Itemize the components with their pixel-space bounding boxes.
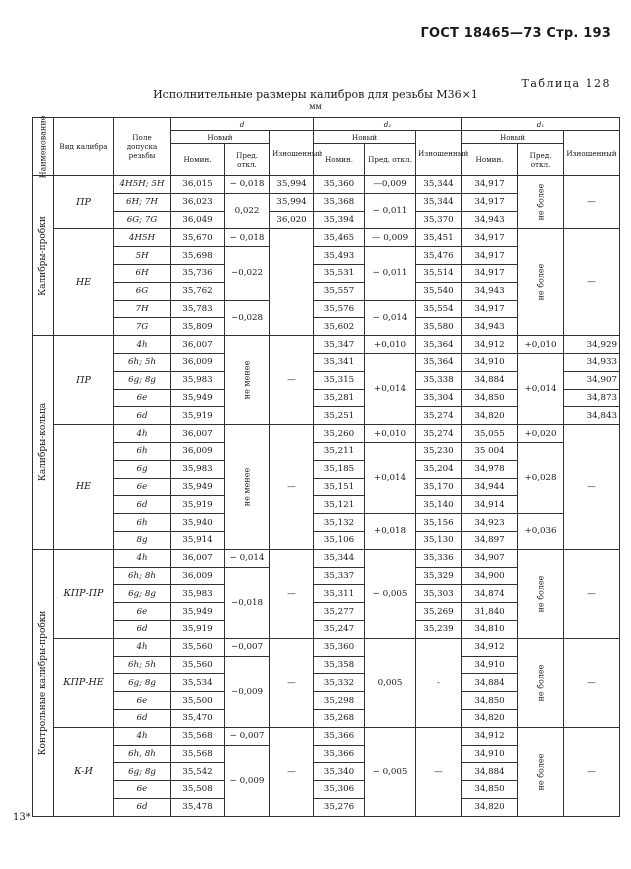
d1-nom-cell: 34,943 [462,211,518,229]
tol-cell: 6h; 8h [114,567,171,585]
tol-cell: 6d [114,620,171,638]
d2-nom-cell: 35,557 [314,282,365,300]
table-row [33,176,620,194]
d2-nom-cell: 35,394 [314,211,365,229]
d2-nom-cell: 35,358 [314,656,365,674]
d-nom-cell: 35,949 [171,389,225,407]
d2-worn-cell: 35,514 [416,264,462,282]
d-nom-cell: 36,009 [171,353,225,371]
d-nom-cell: 35,542 [171,763,225,781]
d2-nom-cell: 35,151 [314,478,365,496]
tol-cell: 6e [114,389,171,407]
col-d1-new: Новый [462,131,564,144]
d2-nom-cell: 35,332 [314,674,365,692]
d2-worn-cell: 35,204 [416,460,462,478]
d1-dev-cell: +0,014 [518,353,564,424]
d-worn-cell: — [270,549,314,638]
d2-worn-cell: 35,269 [416,603,462,621]
d-nom-cell: 35,983 [171,460,225,478]
tol-cell: 7G [114,318,171,336]
unit-label: мм [309,102,322,111]
d1-nom-cell: 34,917 [462,229,518,247]
tol-cell: 6e [114,478,171,496]
d2-worn-cell: 35,140 [416,496,462,514]
d1-worn-cell: — [564,727,620,816]
d-nom-cell: 35,914 [171,531,225,549]
d-dev-cell: − 0,018 [225,176,270,194]
d2-nom-cell: 35,602 [314,318,365,336]
d2-nom-cell: 35,344 [314,549,365,567]
d1-worn-cell: 34,873 [564,389,620,407]
d2-nom-cell: 35,251 [314,407,365,425]
d1-nom-cell: 34,820 [462,407,518,425]
table-row [33,514,620,532]
col-d1: d₁ [462,118,620,131]
d2-nom-cell: 35,277 [314,603,365,621]
col-d: d [171,118,314,131]
d-dev-cell: −0,007 [225,638,270,656]
d1-nom-cell: 34,820 [462,709,518,727]
d-nom-cell: 35,809 [171,318,225,336]
d1-nom-cell: 34,917 [462,193,518,211]
d-worn-cell [270,229,314,336]
d1-nom-cell: 34,943 [462,282,518,300]
table-row [33,229,620,247]
d2-nom-cell: 35,121 [314,496,365,514]
d2-worn-cell: 35,344 [416,193,462,211]
d2-nom-cell: 35,340 [314,763,365,781]
tol-cell: 6h, 8h [114,745,171,763]
d2-dev-cell: +0,010 [365,425,416,443]
tol-cell: 6Н; 7Н [114,193,171,211]
d2-worn-cell: 35,364 [416,353,462,371]
d1-nom-cell: 34,917 [462,176,518,194]
d2-dev-cell: +0,014 [365,442,416,513]
col-tol: Поле допуска резьбы [114,118,171,176]
gauge-type: КПР-ПР [54,549,114,638]
group-label: Калибры-кольца [33,336,54,550]
d2-worn-cell: — [416,727,462,816]
d1-nom-cell: 34,912 [462,336,518,354]
d2-nom-cell: 35,185 [314,460,365,478]
d2-worn-cell: 35,344 [416,176,462,194]
d-nom-cell: 36,009 [171,567,225,585]
tol-cell: 6e [114,781,171,799]
gauge-type: К-И [54,727,114,816]
d-nom-cell: 35,670 [171,229,225,247]
d-nom-cell: 35,919 [171,496,225,514]
tol-cell: 6e [114,692,171,710]
d1-worn-cell: — [564,425,620,550]
d2-worn-cell: 35,274 [416,407,462,425]
d-dev-note: не менее [225,425,270,550]
d-dev-cell: −0,028 [225,300,270,336]
d-nom-cell: 35,470 [171,709,225,727]
tol-cell: 4h [114,425,171,443]
d2-worn-cell: 35,338 [416,371,462,389]
d1-worn-cell: 34,907 [564,371,620,389]
d2-nom-cell: 35,281 [314,389,365,407]
tol-cell: 6e [114,603,171,621]
table-title: Исполнительные размеры калибров для резьбы М36×1 [153,88,478,101]
gauge-type: НЕ [54,229,114,336]
d1-nom-cell: 34,917 [462,264,518,282]
tol-cell: 6G [114,282,171,300]
d1-nom-cell: 34,884 [462,674,518,692]
table-row [33,442,620,460]
d1-nom-cell: 34,910 [462,745,518,763]
d1-worn-cell: — [564,176,620,229]
col-d1-worn: Изношенный [564,131,620,176]
d2-worn-cell: 35,336 [416,549,462,567]
d2-dev-cell: − 0,005 [365,727,416,816]
d2-nom-cell: 35,315 [314,371,365,389]
col-d1-dev: Пред. откл. [518,144,564,176]
col-d2-dev: Пред. откл. [365,144,416,176]
d-worn-cell: — [270,638,314,727]
d1-worn-cell: 34,933 [564,353,620,371]
table-row [33,727,620,745]
d1-nom-cell: 34,943 [462,318,518,336]
d2-worn-cell: 35,303 [416,585,462,603]
d1-nom-cell: 34,914 [462,496,518,514]
col-d1-nom: Номин. [462,144,518,176]
d1-dev-cell: +0,020 [518,425,564,443]
d2-nom-cell: 35,268 [314,709,365,727]
d-dev-cell: − 0,014 [225,549,270,567]
d-nom-cell: 35,919 [171,407,225,425]
d-dev-cell: − 0,009 [225,745,270,816]
d1-nom-cell: 34,917 [462,247,518,265]
tol-cell: 5Н [114,247,171,265]
d1-dev-cell: +0,036 [518,514,564,550]
d1-nom-cell: 34,850 [462,781,518,799]
d2-worn-cell: 35,364 [416,336,462,354]
tol-cell: 6h; 5h [114,353,171,371]
tol-cell: 4Н5Н; 5Н [114,176,171,194]
d-nom-cell: 35,919 [171,620,225,638]
d-nom-cell: 35,534 [171,674,225,692]
d2-nom-cell: 35,132 [314,514,365,532]
d1-nom-cell: 34,884 [462,763,518,781]
standard-header: ГОСТ 18465—73 Стр. 193 [420,26,611,41]
tol-cell: 6g; 8g [114,674,171,692]
d1-nom-cell: 31,840 [462,603,518,621]
d2-nom-cell: 35,493 [314,247,365,265]
d-nom-cell: 36,007 [171,336,225,354]
page-number: 13* [13,812,31,823]
d2-worn-cell: 35,239 [416,620,462,638]
d2-worn-cell: 35,170 [416,478,462,496]
tol-cell: 6d [114,709,171,727]
d1-nom-cell: 34,923 [462,514,518,532]
d2-worn-cell: 35,540 [416,282,462,300]
d2-nom-cell: 35,298 [314,692,365,710]
d1-nom-cell: 35 004 [462,442,518,460]
d1-nom-cell: 34,897 [462,531,518,549]
d-nom-cell: 35,568 [171,727,225,745]
d-dev-cell: −0,009 [225,656,270,727]
d-nom-cell: 35,560 [171,656,225,674]
d-nom-cell: 36,007 [171,549,225,567]
d2-worn-cell: 35,554 [416,300,462,318]
tol-cell: 8g [114,531,171,549]
tol-cell: 6h; 5h [114,656,171,674]
d-nom-cell: 36,015 [171,176,225,194]
d-nom-cell: 35,508 [171,781,225,799]
d2-worn-cell: 35,370 [416,211,462,229]
d2-dev-cell: +0,014 [365,353,416,424]
d-nom-cell: 36,023 [171,193,225,211]
d1-nom-cell: 34,912 [462,638,518,656]
tol-cell: 6Н [114,264,171,282]
d1-nom-cell: 34,917 [462,300,518,318]
d-nom-cell: 35,949 [171,478,225,496]
d1-dev-note: не более [518,638,564,727]
d2-worn-cell: 35,130 [416,531,462,549]
d2-dev-cell: +0,018 [365,514,416,550]
tol-cell: 4h [114,727,171,745]
d2-dev-cell: − 0,005 [365,549,416,638]
d2-nom-cell: 35,360 [314,176,365,194]
d-nom-cell: 35,478 [171,798,225,816]
col-type: Вид калибра [54,118,114,176]
d2-worn-cell: 35,230 [416,442,462,460]
d1-nom-cell: 34,944 [462,478,518,496]
d1-nom-cell: 34,910 [462,353,518,371]
d2-nom-cell: 35,366 [314,727,365,745]
d2-worn-cell: 35,329 [416,567,462,585]
d2-nom-cell: 35,106 [314,531,365,549]
d2-dev-cell: − 0,011 [365,193,416,229]
group-label: Калибры-пробки [33,176,54,336]
tol-cell: 6g; 8g [114,585,171,603]
d-nom-cell: 35,949 [171,603,225,621]
d-nom-cell: 35,983 [171,371,225,389]
d1-nom-cell: 34,900 [462,567,518,585]
d-nom-cell: 35,940 [171,514,225,532]
d1-nom-cell: 34,910 [462,656,518,674]
tol-cell: 7Н [114,300,171,318]
d1-nom-cell: 34,874 [462,585,518,603]
table-label: Таблица 128 [521,77,611,90]
d1-worn-cell: 34,843 [564,407,620,425]
d1-dev-note: не более [518,229,564,336]
d1-worn-cell: — [564,638,620,727]
d1-nom-cell: 34,850 [462,389,518,407]
tol-cell: 6d [114,798,171,816]
d1-worn-cell: — [564,549,620,638]
d1-nom-cell: 34,978 [462,460,518,478]
d2-worn-cell: 35,451 [416,229,462,247]
d-nom-cell: 35,736 [171,264,225,282]
gauge-table [32,117,620,817]
d2-nom-cell: 35,276 [314,798,365,816]
col-d2: d₂ [314,118,462,131]
d-nom-cell: 35,698 [171,247,225,265]
tol-cell: 4Н5Н [114,229,171,247]
tol-cell: 4h [114,638,171,656]
d-dev-cell: 0,022 [225,193,270,229]
d2-nom-cell: 35,311 [314,585,365,603]
d-nom-cell: 35,762 [171,282,225,300]
d2-worn-cell: 35,580 [416,318,462,336]
d1-nom-cell: 34,907 [462,549,518,567]
d1-nom-cell: 34,810 [462,620,518,638]
d2-nom-cell: 35,211 [314,442,365,460]
d1-nom-cell: 35,055 [462,425,518,443]
d2-dev-cell: − 0,011 [365,247,416,300]
gauge-type: ПР [54,176,114,229]
col-d-new: Новый [171,131,270,144]
d2-nom-cell: 35,360 [314,638,365,656]
tol-cell: 6d [114,496,171,514]
d-worn-cell: — [270,727,314,816]
d2-nom-cell: 35,368 [314,193,365,211]
gauge-type: КПР-НЕ [54,638,114,727]
d-nom-cell: 35,500 [171,692,225,710]
d1-worn-cell: — [564,229,620,336]
tol-cell: 4h [114,549,171,567]
d-dev-cell: −0,018 [225,567,270,638]
table-row [33,638,620,656]
tol-cell: 6h [114,442,171,460]
d2-dev-cell: — 0,009 [365,229,416,247]
d2-nom-cell: 35,465 [314,229,365,247]
d2-nom-cell: 35,531 [314,264,365,282]
d2-nom-cell: 35,576 [314,300,365,318]
col-d-dev: Пред. откл. [225,144,270,176]
d2-nom-cell: 35,341 [314,353,365,371]
d-nom-cell: 36,009 [171,442,225,460]
d2-nom-cell: 35,247 [314,620,365,638]
d2-worn-cell: 35,274 [416,425,462,443]
table-row [33,549,620,567]
d1-dev-note: не более [518,176,564,229]
d-worn-cell: 36,020 [270,211,314,229]
d1-nom-cell: 34,912 [462,727,518,745]
table-row [33,336,620,354]
col-d2-new: Новый [314,131,416,144]
d1-nom-cell: 34,820 [462,798,518,816]
d2-worn-cell: - [416,638,462,727]
d2-worn-cell: 35,304 [416,389,462,407]
d-dev-cell: −0,022 [225,247,270,300]
tol-cell: 6g; 8g [114,763,171,781]
tol-cell: 6g; 8g [114,371,171,389]
table-row [33,425,620,443]
d2-dev-cell: +0,010 [365,336,416,354]
d-nom-cell: 35,983 [171,585,225,603]
gauge-type: НЕ [54,425,114,550]
d1-dev-note: не более [518,727,564,816]
d-nom-cell: 36,049 [171,211,225,229]
d-dev-cell: − 0,007 [225,727,270,745]
table-row [33,353,620,371]
d1-dev-cell: +0,028 [518,442,564,513]
d-worn-cell: 35,994 [270,193,314,211]
tol-cell: 6d [114,407,171,425]
d-dev-note: не менее [225,336,270,425]
col-d-worn: Изношенный [270,131,314,176]
d2-dev-cell: —0,009 [365,176,416,194]
d1-worn-cell: 34,929 [564,336,620,354]
tol-cell: 6g [114,460,171,478]
d2-dev-cell: 0,005 [365,638,416,727]
tol-cell: 6h [114,514,171,532]
d-nom-cell: 35,783 [171,300,225,318]
d1-dev-cell: +0,010 [518,336,564,354]
gauge-type: ПР [54,336,114,425]
d2-nom-cell: 35,347 [314,336,365,354]
d-dev-cell: − 0,018 [225,229,270,247]
col-name: Наименование [33,118,54,176]
group-label: Контрольные калибры-пробки [33,549,54,816]
d-nom-cell: 35,560 [171,638,225,656]
d2-worn-cell: 35,156 [416,514,462,532]
col-d2-worn: Изношенный [416,131,462,176]
d2-nom-cell: 35,306 [314,781,365,799]
d-nom-cell: 36,007 [171,425,225,443]
d2-dev-cell: − 0,014 [365,300,416,336]
col-d-nom: Номин. [171,144,225,176]
d-worn-cell: — [270,425,314,550]
d1-nom-cell: 34,884 [462,371,518,389]
col-d2-nom: Номин. [314,144,365,176]
d1-dev-note: не более [518,549,564,638]
d-worn-cell: 35,994 [270,176,314,194]
tol-cell: 4h [114,336,171,354]
d-worn-cell: — [270,336,314,425]
d2-nom-cell: 35,260 [314,425,365,443]
tol-cell: 6G; 7G [114,211,171,229]
d-nom-cell: 35,568 [171,745,225,763]
d1-nom-cell: 34,850 [462,692,518,710]
d2-worn-cell: 35,476 [416,247,462,265]
d2-nom-cell: 35,366 [314,745,365,763]
d2-nom-cell: 35,337 [314,567,365,585]
